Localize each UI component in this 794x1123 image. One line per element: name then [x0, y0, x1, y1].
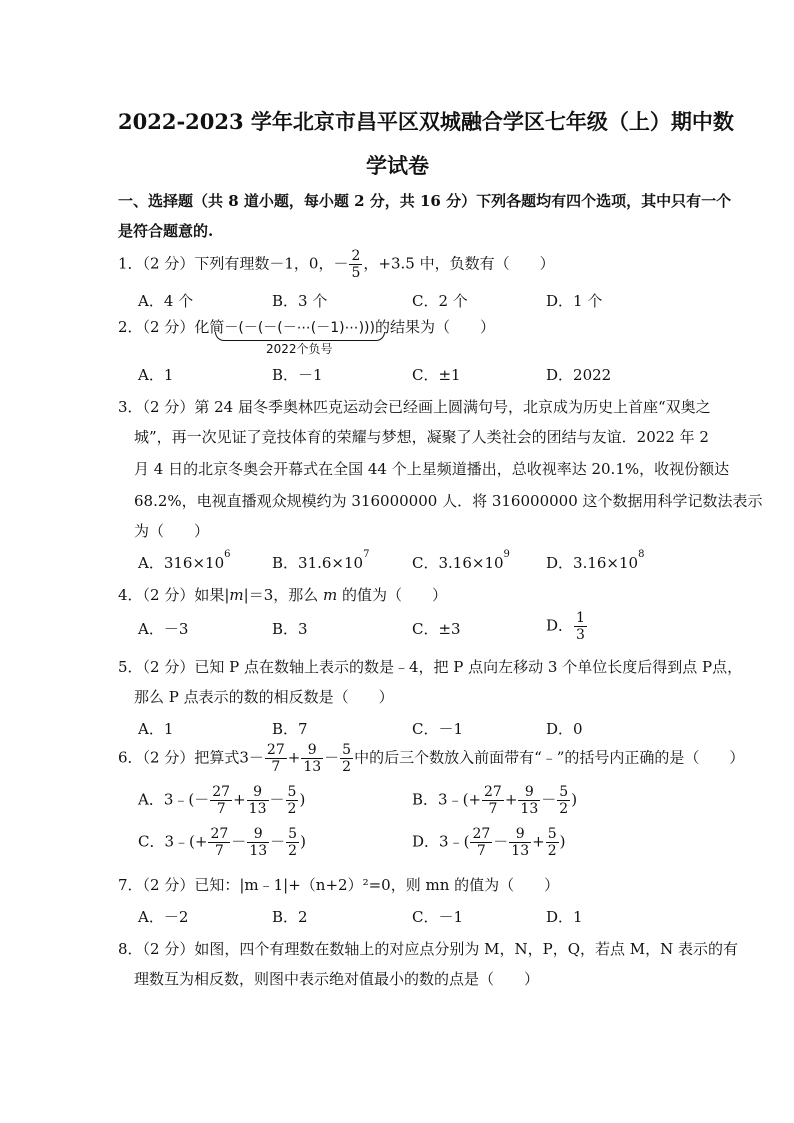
- fraction-denominator: 2: [547, 843, 557, 860]
- question-4-mid: |＝3，那么: [243, 586, 324, 604]
- fraction-denominator: 5: [351, 265, 361, 282]
- open-paren: 3﹣(: [439, 832, 470, 851]
- question-5-line: 那么 P 点表示的数的相反数是（ ）: [134, 688, 394, 706]
- fraction-numerator: 5: [559, 784, 569, 800]
- page-title-cont: 学试卷: [366, 153, 429, 178]
- option-b[interactable]: B．7: [272, 720, 308, 738]
- option-c[interactable]: C．±1: [412, 366, 461, 384]
- question-6-suffix: 中的后三个数放入前面带有“﹣”的括号内正确的是（ ）: [354, 748, 745, 767]
- question-5-line: 5．（2 分）已知 P 点在数轴上表示的数是﹣4，把 P 点向左移动 3 个单位长度后得到点 P点，: [118, 658, 743, 676]
- fraction-denominator: 7: [271, 759, 281, 776]
- question-4-prefix: 4．（2 分）如果|: [118, 586, 230, 604]
- fraction-denominator: 7: [488, 801, 498, 818]
- fraction-denominator: 13: [511, 843, 530, 860]
- option-a[interactable]: A．1: [138, 720, 174, 738]
- option-c[interactable]: C．－1: [412, 908, 464, 926]
- option-label: C．: [138, 832, 165, 851]
- fraction-denominator: 7: [214, 843, 224, 860]
- close-paren: ): [299, 790, 306, 809]
- option-d[interactable]: D．1 个: [546, 292, 603, 310]
- question-8-line: 8．（2 分）如图，四个有理数在数轴上的对应点分别为 M，N，P，Q，若点 M，N 表示的有: [118, 940, 739, 958]
- fraction: [546, 826, 559, 859]
- option-d[interactable]: [546, 549, 645, 573]
- open-paren: 3﹣(: [164, 832, 195, 851]
- question-3-line: 68.2%，电视直播观众规模约为 316000000 人．将 316000000 这个数据用科学记数法表示: [134, 492, 763, 510]
- fraction: [557, 784, 570, 817]
- option-a[interactable]: [138, 549, 231, 573]
- option-b[interactable]: B．3: [272, 620, 308, 638]
- option-label: B．: [412, 790, 439, 809]
- sign: +: [468, 790, 482, 809]
- fraction-denominator: 2: [288, 843, 298, 860]
- question-3-line: 月 4 日的北京冬奥会开幕式在全国 44 个上星频道播出，总收视率达 20.1%，收视份额达: [134, 460, 730, 478]
- question-8-line: 理数互为相反数，则图中表示绝对值最小的数的点是（ ）: [134, 970, 540, 988]
- option-a[interactable]: A．4 个: [138, 292, 194, 310]
- sign: －: [231, 832, 247, 851]
- option-c[interactable]: [138, 826, 306, 859]
- fraction-denominator: 13: [520, 801, 539, 818]
- fraction: [518, 784, 540, 817]
- option-d[interactable]: D．0: [546, 720, 583, 738]
- fraction-numerator: 27: [210, 826, 229, 842]
- fraction: [340, 742, 353, 775]
- fraction-numerator: 1: [576, 610, 585, 626]
- sign: －: [493, 832, 509, 851]
- option-d[interactable]: [412, 826, 565, 859]
- fraction: [301, 742, 323, 775]
- close-paren: ): [300, 832, 306, 851]
- option-b[interactable]: [412, 784, 577, 817]
- fraction-numerator: 27: [484, 784, 502, 800]
- fraction: [286, 784, 299, 817]
- fraction-numerator: 5: [288, 826, 298, 842]
- fraction-numerator: 9: [509, 826, 531, 843]
- question-1-prefix: 1．（2 分）下列有理数－1，0，: [118, 254, 334, 273]
- fraction-numerator: 9: [247, 784, 269, 801]
- section-heading-cont: 是符合题意的.: [118, 222, 214, 240]
- fraction: [482, 784, 504, 817]
- fraction-denominator: 13: [303, 759, 322, 776]
- fraction: [574, 610, 587, 643]
- option-c[interactable]: C．±3: [412, 620, 461, 638]
- lead-number: 3: [239, 748, 249, 767]
- fraction: [286, 826, 299, 859]
- question-1-frac-sign: －: [333, 254, 349, 273]
- option-a[interactable]: A．－3: [138, 620, 189, 638]
- section-heading: 一、选择题（共 8 道小题，每小题 2 分，共 16 分）下列各题均有四个选项，其中只有一个: [118, 192, 732, 210]
- question-2-expression: －(－(－(－⋯(－1)⋯))): [224, 320, 375, 336]
- option-b[interactable]: B．2: [272, 908, 308, 926]
- close-paren: ): [559, 832, 566, 851]
- fraction: [247, 826, 269, 859]
- fraction-denominator: 2: [559, 801, 569, 818]
- sign: +: [194, 832, 208, 851]
- fraction: [470, 826, 492, 859]
- option-base: C．3.16×10: [412, 554, 504, 572]
- sign: －: [541, 790, 557, 809]
- option-base: A．316×10: [138, 554, 225, 572]
- fraction: [349, 248, 362, 281]
- sign: －: [248, 748, 264, 767]
- fraction-numerator: 2: [351, 248, 361, 264]
- fraction: [509, 826, 531, 859]
- open-paren: 3﹣(: [438, 790, 469, 809]
- question-4: [118, 584, 447, 605]
- option-d[interactable]: D．1: [546, 908, 583, 926]
- sign: －: [270, 832, 286, 851]
- fraction-numerator: 5: [287, 784, 297, 800]
- fraction-numerator: 27: [212, 784, 231, 800]
- option-a[interactable]: A．1: [138, 366, 174, 384]
- option-b[interactable]: B．－1: [272, 366, 323, 384]
- option-label: D．: [546, 616, 574, 635]
- fraction-numerator: 5: [547, 826, 557, 842]
- fraction-denominator: 2: [342, 759, 352, 776]
- option-d[interactable]: D．2022: [546, 366, 612, 384]
- sign: +: [504, 790, 518, 809]
- option-a[interactable]: [138, 784, 305, 817]
- option-c[interactable]: C．2 个: [412, 292, 468, 310]
- fraction: [265, 742, 287, 775]
- sign: +: [287, 748, 301, 767]
- fraction-denominator: 13: [249, 843, 268, 860]
- question-2-suffix: 的结果为（ ）: [374, 318, 495, 336]
- fraction-denominator: 2: [287, 801, 297, 818]
- fraction-denominator: 7: [476, 843, 486, 860]
- fraction-numerator: 5: [342, 742, 352, 758]
- fraction: [210, 784, 232, 817]
- fraction-denominator: 7: [216, 801, 226, 818]
- fraction-numerator: 27: [266, 742, 285, 758]
- sign: －: [194, 790, 210, 809]
- option-exponent: 8: [638, 549, 645, 560]
- question-1: [118, 248, 555, 281]
- option-c[interactable]: C．－1: [412, 720, 464, 738]
- option-base: B．31.6×10: [272, 554, 364, 572]
- option-exponent: 6: [224, 549, 231, 560]
- page-title: 2022-2023 学年北京市昌平区双城融合学区七年级（上）期中数: [118, 109, 734, 134]
- question-6: [118, 742, 744, 775]
- question-2-prefix: 2．（2 分）化简: [118, 318, 225, 336]
- question-3-line: 3．（2 分）第 24 届冬季奥林匹克运动会已经画上圆满句号，北京成为历史上首座“双奥之: [118, 398, 711, 416]
- option-label: D．: [412, 832, 440, 851]
- option-b[interactable]: [272, 549, 370, 573]
- fraction-numerator: 9: [301, 742, 323, 759]
- option-base: D．3.16×10: [546, 554, 639, 572]
- sign: +: [233, 790, 246, 809]
- question-3-line: 城”，再一次见证了竞技体育的荣耀与梦想，凝聚了人类社会的团结与友谊．2022 年 2: [134, 428, 709, 446]
- option-d[interactable]: [546, 610, 588, 643]
- underbrace-label: 2022个负号: [266, 342, 333, 356]
- variable-m: m: [323, 586, 338, 604]
- option-a[interactable]: A．－2: [138, 908, 189, 926]
- fraction: [208, 826, 230, 859]
- option-b[interactable]: B．3 个: [272, 292, 328, 310]
- option-exponent: 7: [363, 549, 370, 560]
- fraction-denominator: 3: [576, 627, 585, 644]
- option-c[interactable]: [412, 549, 510, 573]
- fraction: [247, 784, 269, 817]
- question-3-line: 为（ ）: [134, 522, 210, 540]
- question-4-suffix: 的值为（ ）: [337, 586, 448, 604]
- fraction-numerator: 9: [518, 784, 540, 801]
- fraction-numerator: 27: [472, 826, 491, 842]
- question-1-suffix: ，+3.5 中，负数有（ ）: [363, 254, 555, 273]
- option-label: A．: [138, 790, 164, 809]
- question-7: 7．（2 分）已知：|m﹣1|+（n+2）²=0，则 mn 的值为（ ）: [118, 876, 560, 894]
- variable-m: m: [229, 586, 244, 604]
- fraction-numerator: 9: [247, 826, 269, 843]
- open-paren: 3﹣(: [163, 790, 195, 809]
- sign: －: [324, 748, 340, 767]
- close-paren: ): [571, 790, 578, 809]
- option-exponent: 9: [503, 549, 510, 560]
- fraction-denominator: 13: [248, 801, 267, 818]
- question-6-prefix: 6．（2 分）把算式: [118, 748, 240, 767]
- sign: －: [269, 790, 285, 809]
- sign: +: [532, 832, 545, 851]
